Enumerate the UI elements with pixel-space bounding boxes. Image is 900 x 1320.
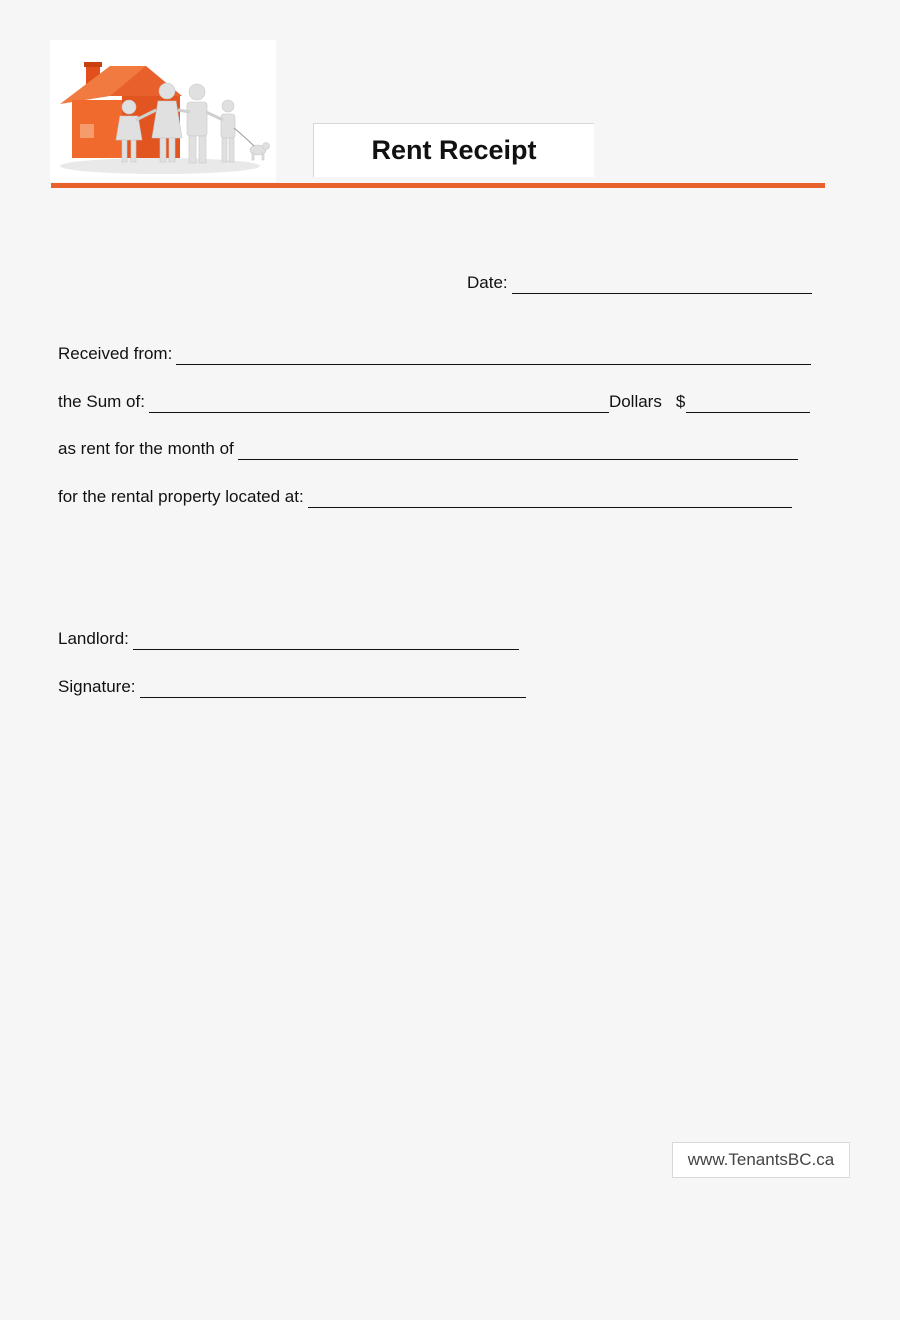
received-from-row <box>58 343 811 365</box>
landlord-label: Landlord: <box>58 629 129 648</box>
date-label: Date: <box>467 273 508 292</box>
date-row <box>467 272 812 294</box>
page-title: Rent Receipt <box>313 123 594 177</box>
month-label: as rent for the month of <box>58 439 234 458</box>
date-field[interactable] <box>512 275 812 294</box>
dollar-sign: $ <box>675 392 686 411</box>
sum-row <box>58 391 810 413</box>
month-row <box>58 438 798 460</box>
signature-label: Signature: <box>58 677 136 696</box>
property-field[interactable] <box>308 489 792 508</box>
website-link[interactable]: www.TenantsBC.ca <box>672 1142 850 1178</box>
dollars-label: Dollars <box>608 392 662 411</box>
signature-row <box>58 676 526 698</box>
received-from-field[interactable] <box>176 346 811 365</box>
property-row <box>58 486 792 508</box>
landlord-row <box>58 628 519 650</box>
landlord-field[interactable] <box>133 631 519 650</box>
house-family-icon <box>50 40 276 182</box>
month-field[interactable] <box>238 441 798 460</box>
sum-amount-field[interactable] <box>686 394 810 413</box>
sum-words-field[interactable] <box>149 394 609 413</box>
logo <box>50 40 276 182</box>
sum-label: the Sum of: <box>58 392 145 411</box>
property-label: for the rental property located at: <box>58 487 304 506</box>
header-divider <box>51 183 825 188</box>
signature-field[interactable] <box>140 679 526 698</box>
received-from-label: Received from: <box>58 344 173 363</box>
